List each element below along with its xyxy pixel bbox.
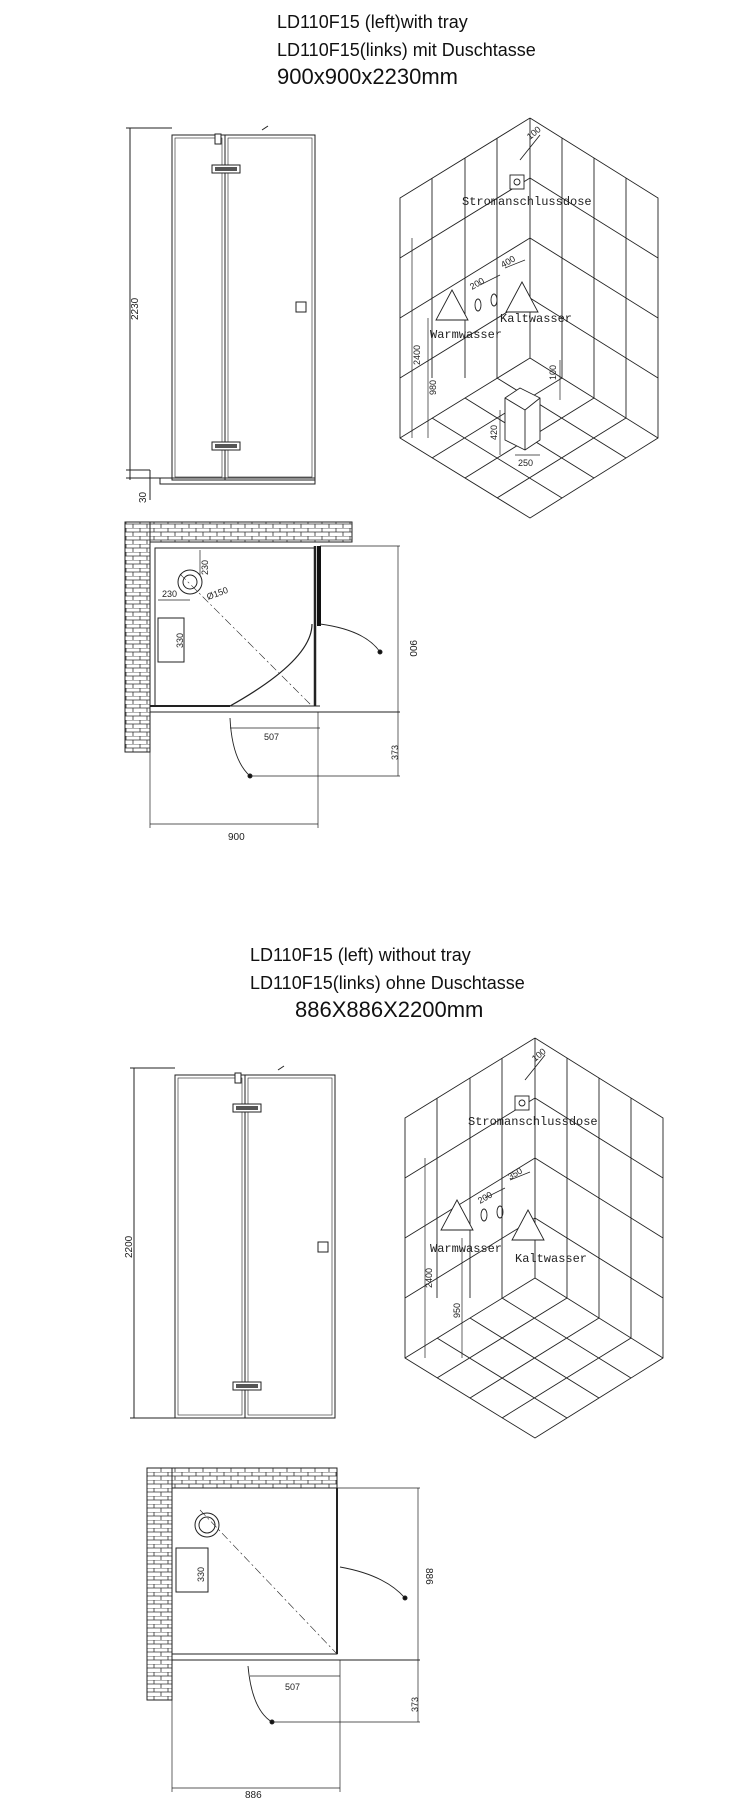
section2-iso-dim-200: 200: [476, 1189, 495, 1206]
section1-iso-cold-label: Kaltwasser: [500, 312, 573, 326]
section1-plan-dim-150: Ø150: [205, 584, 230, 602]
section2-iso-dim-950: 950: [452, 1302, 462, 1318]
section2-plan-dim-330: 330: [196, 1566, 206, 1582]
section2-iso-dim-100: 100: [529, 1046, 548, 1064]
section2-iso-dim-350: 350: [506, 1165, 525, 1182]
section1-plan-dim-900v: 900: [407, 640, 418, 657]
section1-iso-dim-100a: 100: [524, 124, 543, 142]
section1-plan-dim-900h: 900: [228, 832, 245, 843]
section2-iso-warm-label: Warmwasser: [430, 1242, 503, 1256]
section1-iso-dim-250: 250: [518, 458, 534, 468]
section2-iso-socket-label: Stromanschlussdose: [468, 1115, 598, 1129]
section1-plan-dim-373: 373: [390, 744, 400, 760]
section1-title-line3: 900x900x2230mm: [277, 64, 459, 89]
section2-iso-dim-2400: 2400: [424, 1267, 434, 1288]
section1-plan-dim-230a: 230: [200, 559, 210, 575]
section2-front-height-label: 2200: [124, 1235, 135, 1258]
section1-iso-dim-2400: 2400: [412, 344, 422, 365]
section2-iso-walls: [405, 1038, 663, 1438]
section1-iso-dim-420: 420: [489, 424, 499, 440]
section1-iso-dim-100b: 100: [548, 364, 558, 380]
section2-plan-dim-886v: 886: [423, 1568, 434, 1585]
section2-front-view: [130, 1066, 335, 1418]
section1-title-line2: LD110F15(links) mit Duschtasse: [277, 40, 536, 60]
section1-iso-dim-200: 200: [468, 275, 487, 292]
section1-iso-dim-400: 400: [499, 253, 518, 270]
section2-iso-cold-label: Kaltwasser: [515, 1252, 588, 1266]
section2-plan-dim-886h: 886: [245, 1790, 262, 1800]
section2-plan-dim-507: 507: [285, 1682, 301, 1692]
section1-title-line1: LD110F15 (left)with tray: [277, 12, 468, 32]
section1-plan-dim-507: 507: [264, 732, 280, 742]
section1-plan-dim-330: 330: [175, 632, 185, 648]
section1-plan-view: [125, 522, 400, 828]
section1-iso-socket-label: Stromanschlussdose: [462, 195, 592, 209]
section1-iso-warm-label: Warmwasser: [430, 328, 503, 342]
section2-plan-view: [147, 1468, 420, 1792]
section2-title-line2: LD110F15(links) ohne Duschtasse: [250, 973, 525, 993]
section1-front-base-label: 30: [138, 491, 149, 503]
section2-title-line3: 886X886X2200mm: [295, 997, 484, 1022]
section1-front-view: [126, 126, 315, 500]
section1-plan-dim-230b: 230: [162, 589, 178, 599]
section2-title-line1: LD110F15 (left) without tray: [250, 945, 471, 965]
section1-front-height-label: 2230: [130, 297, 141, 320]
section1-iso-dim-980: 980: [428, 379, 438, 395]
section2-plan-dim-373: 373: [410, 1696, 420, 1712]
